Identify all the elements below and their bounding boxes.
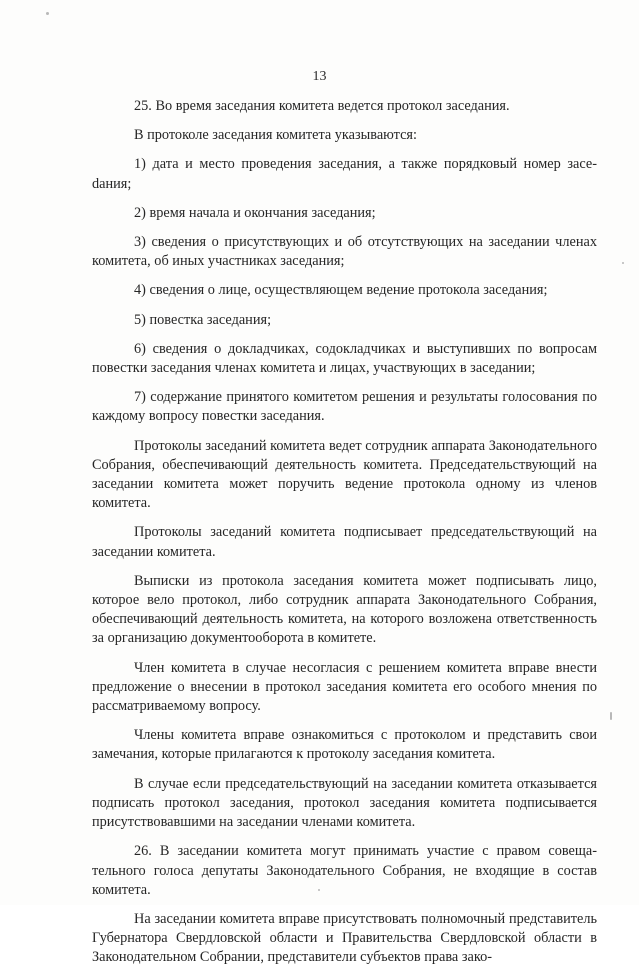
paragraph-26: 26. В заседании комитета могут принимать участие с правом совещательного голоса депутаты Законодательного Собрания, не входящие в состав комитета. [92,843,597,898]
paragraph-dissent: Член комитета в случае несогласия с решением комитета вправе внести предложение о внесении в протокол заседания комитета его особого мнения по рассматриваемому вопросу. [92,659,597,715]
list-item-3: 3) сведения о присутствующих и об отсутствующих на заседании членах комитета, об иных участниках заседания; [92,234,597,270]
document-body [92,97,597,968]
paragraph-extracts: Выписки из протокола заседания комитета может подписывать лицо, которое вело протокол, либо сотрудник аппарата Законодательного Собрания, обеспечивающий деятельность комитета, на которого возложена ответственность за организацию документооборота в комитете. [92,572,597,647]
list-item-5: 5) повестка заседания; [134,311,272,328]
list-item-6: 6) сведения о докладчиках, содокладчиках и выступивших по вопросам повестки заседания членах комитета и лицах, участвующих в заседании; [92,340,597,377]
paragraph-refusal: В случае если председательствующий на заседании комитета отказывается подписать протокол заседания, протокол заседания комитета подписывается присутствовавшими на заседании членами комитета. [92,775,597,831]
list-item-1: 1) дата и место проведения заседания, а также порядковый номер засеdания; [92,156,597,192]
paragraph-attendance: На заседании комитета вправе присутствовать полномочный представитель Губернатора Свердловской области и Правительства Свердловской области в Законодательном Собрании, представители субъектов права зако- [92,910,597,966]
page-number: 13 [312,69,327,84]
scan-speck [318,889,320,891]
paragraph-25: 25. Во время заседания комитета ведется протокол заседания. [134,98,510,114]
list-item-7: 7) содержание принятого комитетом решения и результаты голосования по каждому вопросу повестки заседания. [92,389,597,425]
list-item-2: 2) время начала и окончания заседания; [134,204,376,221]
scan-speck [622,262,624,264]
list-item-4: 4) сведения о лице, осуществляющем ведение протокола заседания; [134,282,548,299]
paragraph-protocol-keeper: Протоколы заседаний комитета ведет сотрудник аппарата Законодательного Собрания, обеспечивающий деятельность комитета. Председательствующий на заседании комитета может поручить ведение протокола одному из членов комитета. [92,437,597,512]
paragraph-protocol-signer: Протоколы заседаний комитета подписывает председательствующий на заседании комитета. [92,524,597,560]
scan-speck [610,712,612,720]
scan-speck [46,12,49,15]
paragraph-review: Члены комитета вправе ознакомиться с протоколом и представить свои замечания, которые прилагаются к протоколу заседания комитета. [92,727,597,763]
paragraph-protocol-contents-intro: В протоколе заседания комитета указываются: [134,127,417,144]
